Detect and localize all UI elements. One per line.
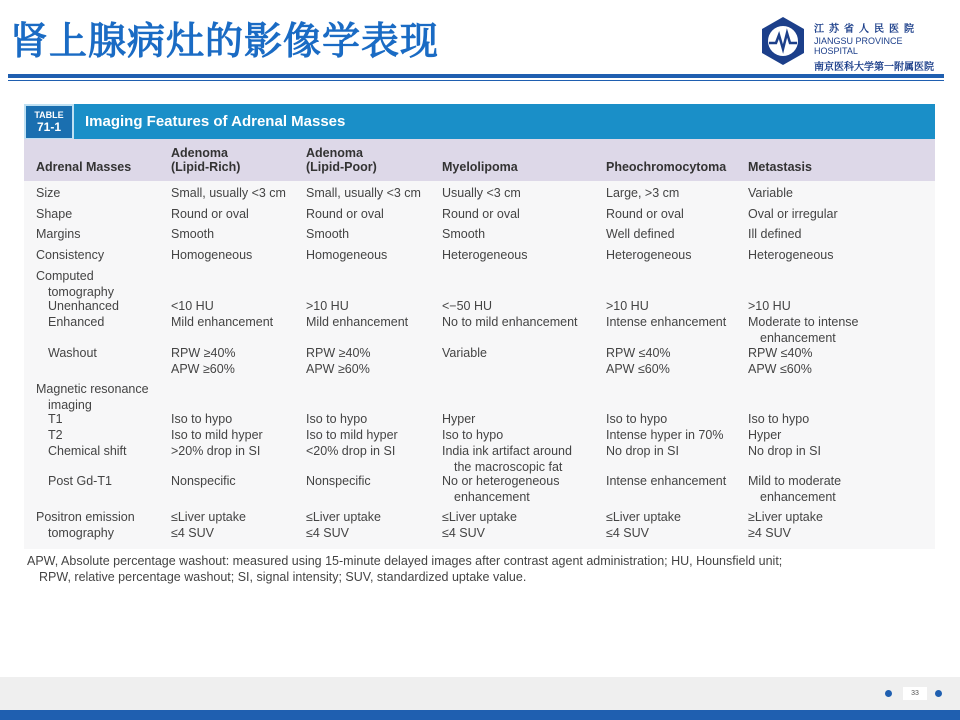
row-label: Unenhanced bbox=[48, 299, 119, 313]
table-cell: Small, usually <3 cm bbox=[171, 186, 286, 200]
table-cell: >10 HU bbox=[306, 299, 349, 313]
adrenal-masses-table bbox=[24, 139, 935, 549]
table-cell: RPW ≤40% bbox=[606, 346, 671, 360]
table-cell: RPW ≥40% bbox=[306, 346, 371, 360]
table-cell: ≤4 SUV bbox=[306, 525, 349, 540]
row-label: tomography bbox=[48, 284, 115, 299]
footer-bar bbox=[0, 710, 960, 720]
hospital-logo bbox=[758, 16, 948, 73]
table-cell: enhancement bbox=[760, 489, 836, 504]
table-cell: Smooth bbox=[442, 227, 486, 241]
logo-english-name: JIANGSU PROVINCE HOSPITAL bbox=[814, 36, 903, 56]
table-cell: ≤4 SUV bbox=[442, 525, 485, 540]
table-cell: Mild enhancement bbox=[306, 315, 409, 329]
table-cell: ≤Liver uptake bbox=[171, 510, 246, 524]
table-cell: Round or oval bbox=[442, 207, 520, 221]
table-cell: Iso to hypo bbox=[748, 412, 810, 426]
table-cell: >20% drop in SI bbox=[171, 444, 261, 458]
table-caption: Imaging Features of Adrenal Masses bbox=[85, 113, 346, 130]
column-header-1: Adenoma bbox=[171, 146, 228, 160]
table-cell: Iso to hypo bbox=[306, 412, 368, 426]
table-cell: <−50 HU bbox=[442, 299, 493, 313]
table-cell: India ink artifact around bbox=[442, 444, 572, 458]
table-cell: Small, usually <3 cm bbox=[306, 186, 421, 200]
hospital-emblem-icon bbox=[758, 16, 808, 66]
row-label: Size bbox=[36, 186, 61, 200]
column-header-4: Pheochromocytoma bbox=[606, 160, 727, 174]
column-header-2: (Lipid-Poor) bbox=[306, 160, 377, 174]
table-cell: Moderate to intense bbox=[748, 315, 859, 329]
column-header-3: Myelolipoma bbox=[442, 160, 518, 174]
table-cell: enhancement bbox=[760, 330, 836, 345]
column-header-5: Metastasis bbox=[748, 160, 812, 174]
footer-band bbox=[0, 677, 960, 710]
table-cell: Iso to mild hyper bbox=[306, 428, 398, 442]
table-cell: No to mild enhancement bbox=[442, 315, 578, 329]
row-label: Enhanced bbox=[48, 315, 105, 329]
table-cell: APW ≥60% bbox=[171, 361, 235, 376]
row-label: Post Gd-T1 bbox=[48, 474, 112, 488]
table-cell: the macroscopic fat bbox=[454, 459, 563, 474]
table-cell: Iso to mild hyper bbox=[171, 428, 263, 442]
table-cell: Well defined bbox=[606, 227, 675, 241]
footer-dot-left bbox=[885, 690, 892, 697]
title-rule-thin bbox=[8, 80, 944, 81]
table-cell: ≤Liver uptake bbox=[306, 510, 381, 524]
table-footnote bbox=[27, 554, 927, 585]
table-cell: Iso to hypo bbox=[442, 428, 504, 442]
table-cell: Nonspecific bbox=[171, 474, 236, 488]
table-cell: Variable bbox=[748, 186, 793, 200]
slide-title: 肾上腺病灶的影像学表现 bbox=[10, 19, 440, 63]
table-cell: Mild enhancement bbox=[171, 315, 274, 329]
table-cell: ≤4 SUV bbox=[606, 525, 649, 540]
table-badge-number: 71-1 bbox=[36, 120, 62, 134]
table-cell: Nonspecific bbox=[306, 474, 371, 488]
row-label: T2 bbox=[48, 428, 63, 442]
table-cell: Heterogeneous bbox=[442, 248, 528, 262]
table-cell: ≤4 SUV bbox=[171, 525, 214, 540]
table-cell: Round or oval bbox=[306, 207, 384, 221]
table-cell: Hyper bbox=[442, 412, 476, 426]
table-cell: Mild to moderate bbox=[748, 474, 842, 488]
row-label: tomography bbox=[48, 525, 115, 540]
table-cell: ≤Liver uptake bbox=[606, 510, 681, 524]
logo-affiliation-cn: 南京医科大学第一附属医院 bbox=[814, 62, 934, 73]
table-cell: Large, >3 cm bbox=[606, 186, 680, 200]
row-label: Margins bbox=[36, 227, 81, 241]
table-cell: Hyper bbox=[748, 428, 782, 442]
row-label: Chemical shift bbox=[48, 444, 127, 458]
table-cell: ≤Liver uptake bbox=[442, 510, 517, 524]
table-badge-label: TABLE bbox=[34, 110, 64, 120]
table-cell: No or heterogeneous bbox=[442, 474, 560, 488]
table-cell: ≥Liver uptake bbox=[748, 510, 823, 524]
table-cell: Ill defined bbox=[748, 227, 802, 241]
table-cell: <10 HU bbox=[171, 299, 214, 313]
table-cell: Usually <3 cm bbox=[442, 186, 521, 200]
row-label: Computed bbox=[36, 269, 94, 283]
footnote-line-1: APW, Absolute percentage washout: measured using 15-minute delayed images after contrast agent administration; HU, Hounsfield unit; bbox=[27, 554, 783, 568]
row-label: Shape bbox=[36, 207, 73, 221]
table-cell: No drop in SI bbox=[748, 444, 821, 458]
table-column-header-row bbox=[24, 139, 935, 181]
page-number: 33 bbox=[903, 687, 927, 700]
table-cell: >10 HU bbox=[606, 299, 649, 313]
table-cell: Oval or irregular bbox=[748, 207, 838, 221]
table-number-badge bbox=[24, 104, 74, 140]
column-header-1: (Lipid-Rich) bbox=[171, 160, 241, 174]
title-rule-thick bbox=[8, 74, 944, 78]
table-cell: >10 HU bbox=[748, 299, 791, 313]
table-cell: ≥4 SUV bbox=[748, 525, 791, 540]
row-label: imaging bbox=[48, 397, 92, 412]
table-cell: enhancement bbox=[454, 489, 530, 504]
footnote-line-2: RPW, relative percentage washout; SI, signal intensity; SUV, standardized uptake value. bbox=[39, 569, 527, 584]
column-header-2: Adenoma bbox=[306, 146, 363, 160]
table-cell: RPW ≤40% bbox=[748, 346, 813, 360]
table-cell: Iso to hypo bbox=[171, 412, 233, 426]
table-cell: Heterogeneous bbox=[606, 248, 692, 262]
row-label: T1 bbox=[48, 412, 63, 426]
column-header-0: Adrenal Masses bbox=[36, 160, 132, 174]
table-cell: Homogeneous bbox=[171, 248, 253, 262]
table-cell: Round or oval bbox=[171, 207, 249, 221]
logo-chinese-name: 江苏省人民医院 bbox=[814, 24, 919, 35]
row-label: Magnetic resonance bbox=[36, 382, 149, 396]
table-cell: Intense hyper in 70% bbox=[606, 428, 724, 442]
table-cell: RPW ≥40% bbox=[171, 346, 236, 360]
row-label: Washout bbox=[48, 346, 97, 360]
table-cell: <20% drop in SI bbox=[306, 444, 396, 458]
table-cell: Iso to hypo bbox=[606, 412, 668, 426]
table-cell: APW ≥60% bbox=[306, 361, 370, 376]
table-cell: Round or oval bbox=[606, 207, 684, 221]
row-label: Consistency bbox=[36, 248, 105, 262]
footer-dot-right bbox=[935, 690, 942, 697]
table-cell: APW ≤60% bbox=[606, 361, 670, 376]
table-cell: Intense enhancement bbox=[606, 474, 727, 488]
table-cell: Smooth bbox=[306, 227, 350, 241]
table-cell: Smooth bbox=[171, 227, 215, 241]
table-cell: Variable bbox=[442, 346, 487, 360]
row-label: Positron emission bbox=[36, 510, 135, 524]
table-cell: Intense enhancement bbox=[606, 315, 727, 329]
table-cell: Heterogeneous bbox=[748, 248, 834, 262]
table-cell: APW ≤60% bbox=[748, 361, 812, 376]
table-cell: Homogeneous bbox=[306, 248, 388, 262]
table-cell: No drop in SI bbox=[606, 444, 679, 458]
